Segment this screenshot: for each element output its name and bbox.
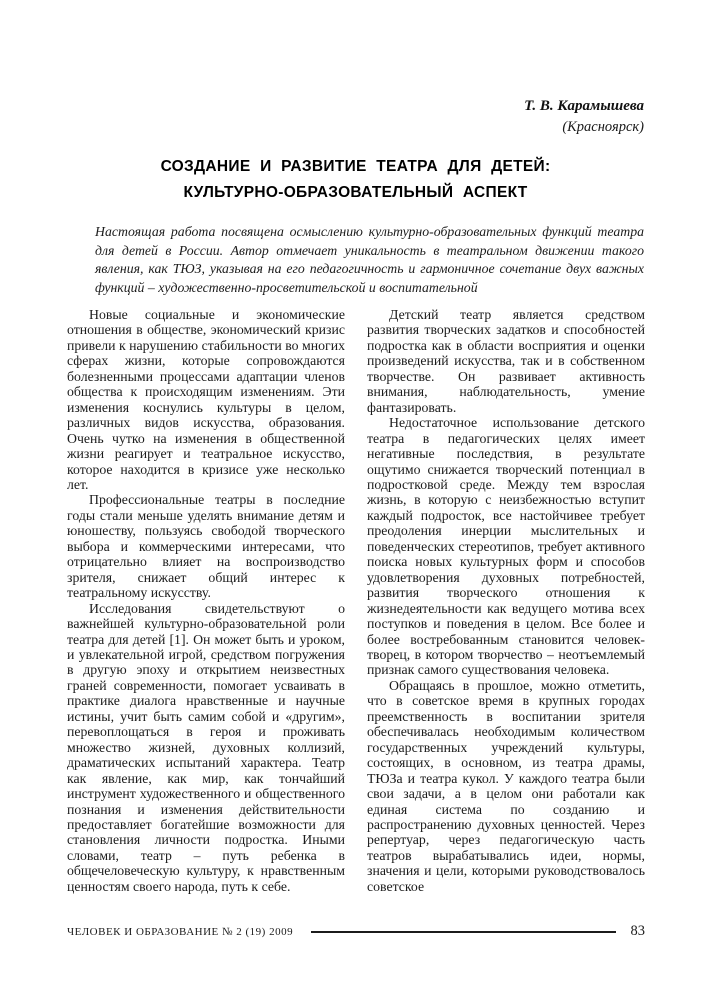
journal-name: ЧЕЛОВЕК И ОБРАЗОВАНИЕ № 2 (19) 2009	[67, 925, 294, 938]
page-number: 83	[630, 923, 645, 939]
paragraph: Детский театр является средством развития творческих задатков и способностей подростка как в области восприятия и оценки произведений искусства, так и в собственном творчестве. Он развивает активность внимания, наблюдательность, умение фантазировать.	[367, 307, 645, 415]
article-title	[67, 154, 644, 206]
article-title-line1: СОЗДАНИЕ И РАЗВИТИЕ ТЕАТРА ДЛЯ ДЕТЕЙ:	[160, 158, 551, 175]
paragraph: Недостаточное использование детского театра в педагогических целях имеет негативные последствия, в результате ощутимо снижается творческий потенциал в подростковой среде. Между тем взрослая жизнь, в которую с неизбежностью вступит каждый подросток, все настойчивее требует преодоления инерции мыслительных и поведенческих стереотипов, требует активного поиска новых культурных форм и способов удовлетворения духовных потребностей, развития творческого отношения к жизнедеятельности как ведущего мотива всех поступков и поведения в целом. Все более и более востребованным становится человек-творец, в котором творчество – неотъемлемый признак самого существования человека.	[367, 415, 645, 678]
author-name: Т. В. Карамышева	[524, 98, 644, 114]
page-footer	[67, 923, 645, 940]
paragraph: Новые социальные и экономические отношения в обществе, экономический кризис привели к нарушению стабильности во многих сферах жизни, которые сопровождаются болезненными процессами адаптации членов общества к происходящим изменениям. Эти изменения коснулись культуры в целом, различных видов искусства, образования. Очень чутко на изменения в общественной жизни реагирует и театральное искусство, которое находится в кризисе уже несколько лет.	[67, 307, 345, 492]
article-body	[67, 307, 645, 894]
author-block	[67, 96, 644, 137]
article-title-line2: КУЛЬТУРНО-ОБРАЗОВАТЕЛЬНЫЙ АСПЕКТ	[183, 184, 528, 201]
author-location: (Красноярск)	[562, 119, 644, 135]
footer-rule	[311, 931, 615, 933]
paragraph: Обращаясь в прошлое, можно отметить, что в советское время в крупных городах преемственность в воспитании зрителя обеспечивалась необходимым количеством государственных учреждений культуры, состоящих, в основном, из театра драмы, ТЮЗа и театра кукол. У каждого театра были свои задачи, а в целом они работали как единая система по созданию и распространению духовных ценностей. Через репертуар, через педагогическую часть театров вырабатывались идеи, нормы, значения и цели, которыми руководствовалось советское	[367, 677, 645, 894]
abstract-text: Настоящая работа посвящена осмыслению культурно-образовательных функций театра для детей в России. Автор отмечает уникальность в театральном движении такого явления, как ТЮЗ, указывая на его педагогичность и гармоничное сочетание двух важных функций – художественно-просветительской и воспитательной	[95, 224, 644, 295]
left-column	[67, 307, 345, 894]
right-column	[367, 307, 645, 894]
paragraph: Профессиональные театры в последние годы стали меньше уделять внимание детям и юношеству, пользуясь свободой творческого выбора и коммерческими интересами, что отрицательно влияет на воспроизводство зрителя, снижает общий интерес к театральному искусству.	[67, 492, 345, 601]
paragraph: Исследования свидетельствуют о важнейшей культурно-образовательной роли театра для детей [1]. Он может быть и уроком, и увлекательной игрой, средством погружения в другую эпоху и открытием неизвестных граней современности, помогает усваивать в практике диалога нравственные и научные истины, учит быть самим собой и «другим», перевоплощаться в героя и проживать множество жизней, духовных коллизий, драматических испытаний характера. Театр как явление, как мир, как тончайший инструмент художественного и общественного познания и изменения действительности предоставляет богатейшие возможности для становления личности подростка. Иными словами, театр – путь ребенка в общечеловеческую культуру, к нравственным ценностям своего народа, путь к себе.	[67, 600, 345, 894]
